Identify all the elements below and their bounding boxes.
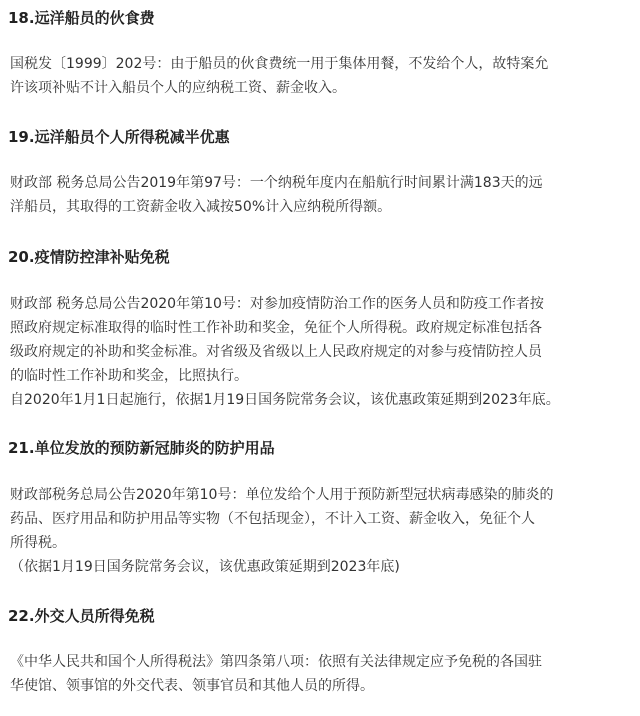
paragraph-note: （依据1月19日国务院常务会议，该优惠政策延期到2023年底) [10, 559, 400, 575]
paragraph-line: 华使馆、领事馆的外交代表、领事官员和其他人员的所得。 [10, 678, 374, 694]
paragraph-line: 《中华人民共和国个人所得税法》第四条第八项：依照有关法律规定应予免税的各国驻 [10, 654, 542, 670]
paragraph-line: 级政府规定的补助和奖金标准。对省级及省级以上人民政府规定的对参与疫情防控人员 [10, 344, 542, 360]
section-paragraph-21 [10, 483, 632, 579]
paragraph-line: 药品、医疗用品和防护用品等实物（不包括现金），不计入工资、薪金收入，免征个人 [10, 511, 535, 527]
paragraph-line: 许该项补贴不计入船员个人的应纳税工资、薪金收入。 [10, 80, 346, 96]
paragraph-line: 的临时性工作补助和奖金，比照执行。 [10, 368, 248, 384]
section-paragraph-19 [10, 171, 632, 219]
paragraph-line: 所得税。 [10, 535, 66, 551]
section-paragraph-20 [10, 292, 632, 412]
section-paragraph-22 [10, 650, 632, 698]
paragraph-line: 财政部 税务总局公告2019年第97号：一个纳税年度内在船航行时间累计满183天的远 [10, 175, 543, 191]
paragraph-line: 财政部 税务总局公告2020年第10号：对参加疫情防治工作的医务人员和防疫工作者按 [10, 296, 544, 312]
paragraph-line: 财政部税务总局公告2020年第10号：单位发给个人用于预防新型冠状病毒感染的肺炎的 [10, 487, 554, 503]
section-heading-22: 22.外交人员所得免税 [8, 607, 155, 625]
paragraph-line: 国税发〔1999〕202号：由于船员的伙食费统一用于集体用餐，不发给个人，故特案允 [10, 56, 549, 72]
paragraph-line: 照政府规定标准取得的临时性工作补助和奖金，免征个人所得税。政府规定标准包括各 [10, 320, 542, 336]
section-paragraph-18 [10, 52, 632, 100]
section-heading-19: 19.远洋船员个人所得税减半优惠 [8, 128, 230, 146]
section-heading-20: 20.疫情防控津补贴免税 [8, 248, 170, 266]
section-heading-18: 18.远洋船员的伙食费 [8, 9, 155, 27]
paragraph-line: 洋船员，其取得的工资薪金收入减按50%计入应纳税所得额。 [10, 199, 392, 215]
section-heading-21: 21.单位发放的预防新冠肺炎的防护用品 [8, 439, 275, 457]
paragraph-line: 自2020年1月1日起施行，依据1月19日国务院常务会议，该优惠政策延期到2023年底。 [10, 392, 560, 408]
